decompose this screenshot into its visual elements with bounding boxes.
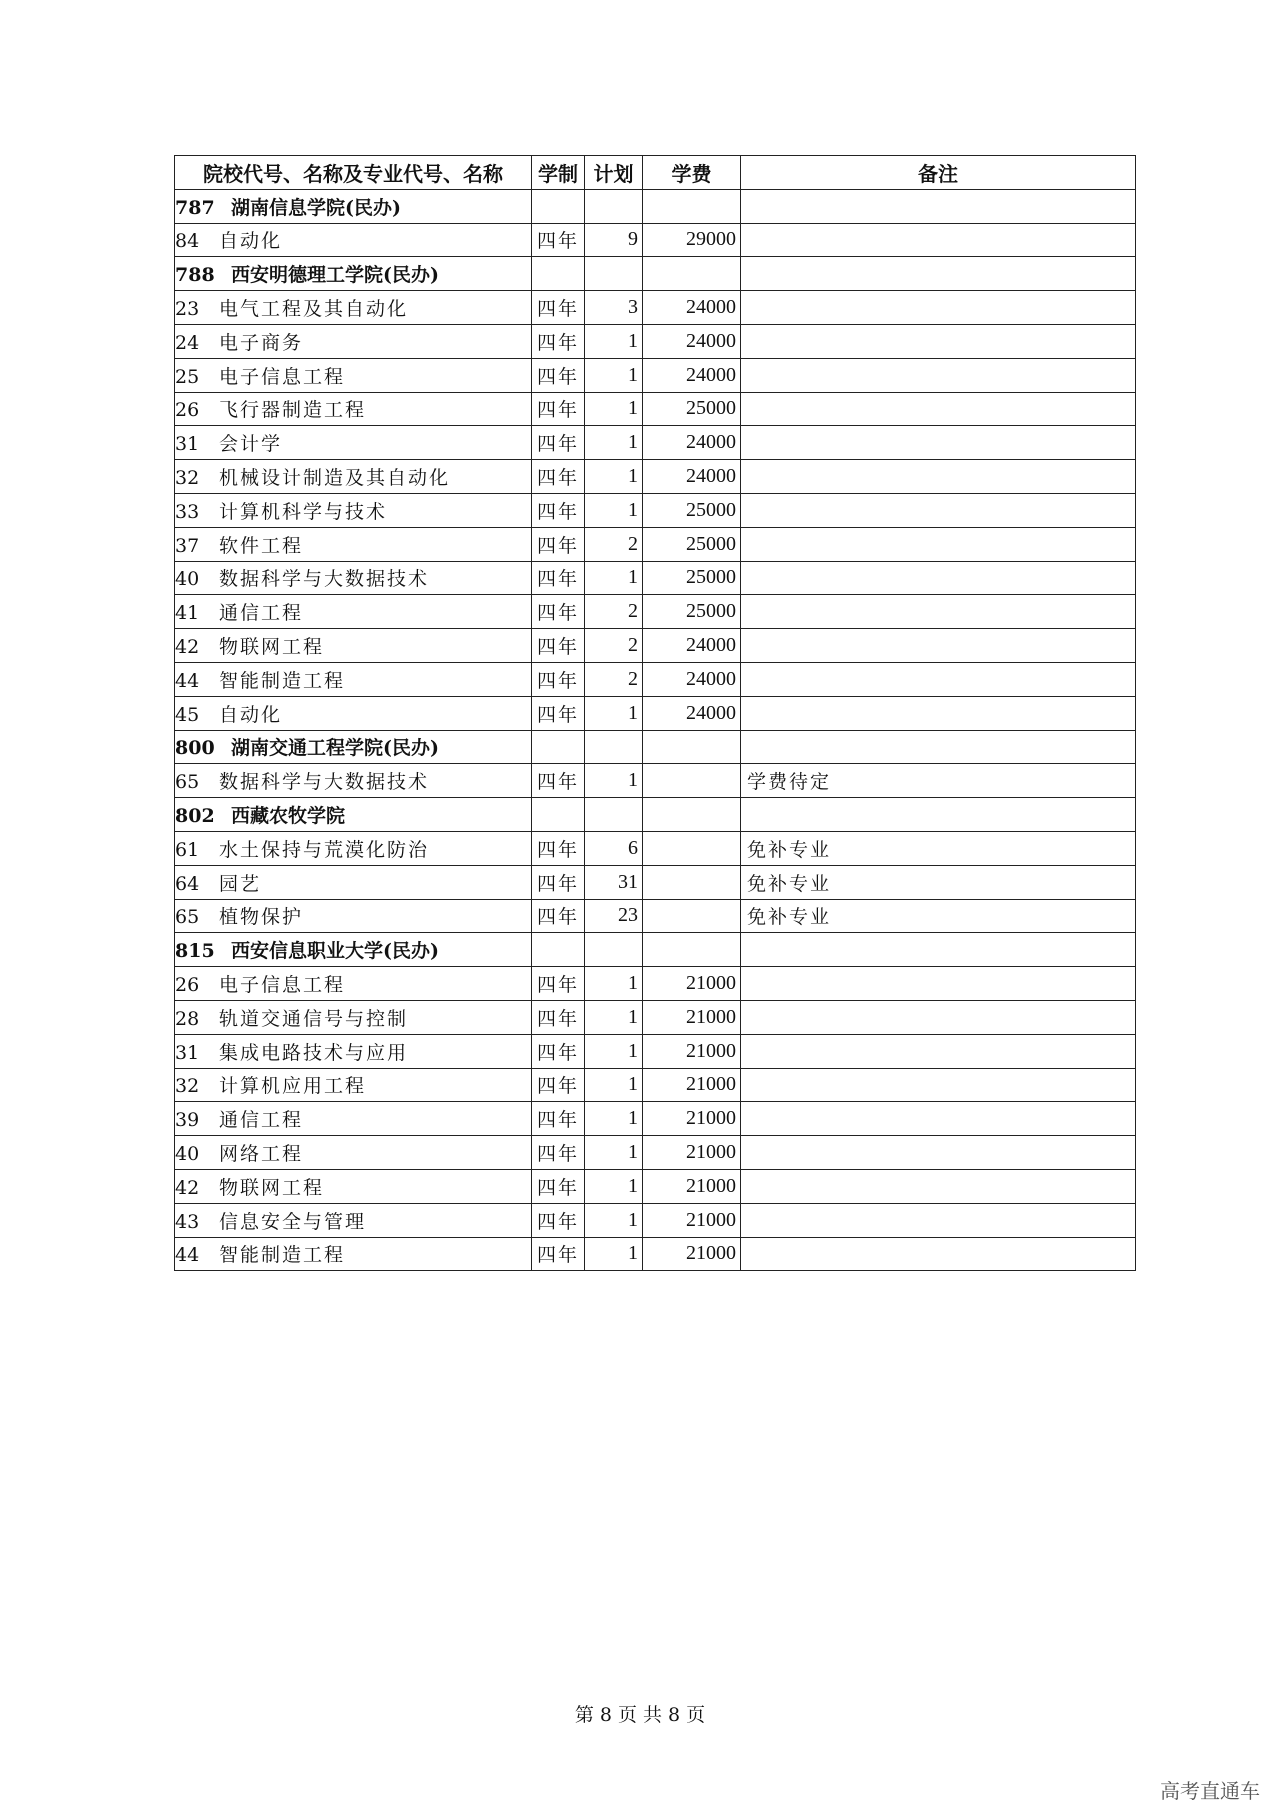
plan-cell [585,257,643,291]
note-cell [741,223,1136,257]
major-code: 31 [175,1041,200,1064]
plan-cell: 1 [585,1169,643,1203]
note-cell [741,629,1136,663]
fee-cell: 24000 [643,358,741,392]
plan-cell: 1 [585,1068,643,1102]
fee-cell: 25000 [643,493,741,527]
system-cell: 四年 [532,223,585,257]
major-name: 植物保护 [219,906,304,929]
major-code: 39 [175,1109,200,1132]
fee-cell: 21000 [643,1136,741,1170]
plan-cell: 2 [585,629,643,663]
major-row [175,899,1136,933]
major-cell [175,831,532,865]
major-row [175,1169,1136,1203]
major-name: 智能制造工程 [219,669,346,692]
note-cell [741,967,1136,1001]
major-name: 计算机应用工程 [219,1075,367,1098]
note-cell: 免补专业 [741,831,1136,865]
plan-cell: 1 [585,764,643,798]
major-code: 26 [175,399,200,422]
note-cell [741,358,1136,392]
note-cell [741,1203,1136,1237]
major-cell [175,1203,532,1237]
system-cell: 四年 [532,460,585,494]
system-cell [532,257,585,291]
major-cell [175,1000,532,1034]
enrollment-plan-table [174,155,1136,1271]
system-cell: 四年 [532,426,585,460]
major-row [175,1237,1136,1271]
system-cell: 四年 [532,629,585,663]
school-cell [175,798,532,832]
major-code: 65 [175,906,200,929]
fee-cell: 25000 [643,561,741,595]
major-cell [175,392,532,426]
system-cell [532,189,585,223]
header-school-major: 院校代号、名称及专业代号、名称 [175,156,532,190]
note-cell [741,662,1136,696]
major-name: 网络工程 [219,1143,304,1165]
major-cell [175,899,532,933]
major-cell [175,764,532,798]
system-cell: 四年 [532,493,585,527]
major-name: 数据科学与大数据技术 [219,771,430,794]
major-row [175,831,1136,865]
major-code: 37 [175,534,200,557]
plan-cell [585,798,643,832]
major-code: 24 [175,331,200,354]
note-cell [741,460,1136,494]
school-name: 西安明德理工学院(民办) [231,264,439,287]
major-cell [175,527,532,561]
major-code: 61 [175,838,200,861]
note-cell [741,291,1136,325]
fee-cell: 25000 [643,392,741,426]
plan-cell: 1 [585,324,643,358]
fee-cell [643,865,741,899]
note-cell: 免补专业 [741,899,1136,933]
major-cell [175,1068,532,1102]
plan-cell: 2 [585,527,643,561]
major-row [175,764,1136,798]
table-body [175,189,1136,1271]
major-code: 32 [175,1075,200,1098]
note-cell: 免补专业 [741,865,1136,899]
major-cell [175,662,532,696]
major-name: 轨道交通信号与控制 [219,1007,409,1030]
note-cell [741,1000,1136,1034]
plan-cell: 1 [585,1237,643,1271]
major-code: 40 [175,568,200,591]
system-cell: 四年 [532,1169,585,1203]
major-code: 32 [175,467,200,490]
system-cell [532,730,585,764]
fee-cell: 21000 [643,1169,741,1203]
major-row [175,392,1136,426]
major-code: 84 [175,230,200,253]
major-name: 信息安全与管理 [219,1210,367,1233]
school-row [175,933,1136,967]
fee-cell: 21000 [643,1102,741,1136]
major-row [175,595,1136,629]
major-row [175,662,1136,696]
fee-cell: 24000 [643,460,741,494]
note-cell [741,392,1136,426]
major-cell [175,291,532,325]
major-name: 计算机科学与技术 [219,500,388,523]
major-cell [175,1136,532,1170]
fee-cell: 24000 [643,291,741,325]
note-cell [741,798,1136,832]
plan-cell: 1 [585,561,643,595]
system-cell: 四年 [532,865,585,899]
school-cell [175,257,532,291]
major-code: 42 [175,1176,200,1199]
major-row [175,460,1136,494]
major-code: 44 [175,669,200,692]
fee-cell [643,798,741,832]
system-cell: 四年 [532,1203,585,1237]
plan-cell: 2 [585,595,643,629]
major-cell [175,696,532,730]
note-cell [741,1136,1136,1170]
system-cell: 四年 [532,595,585,629]
note-cell [741,1102,1136,1136]
fee-cell: 25000 [643,527,741,561]
system-cell: 四年 [532,1102,585,1136]
fee-cell: 24000 [643,324,741,358]
major-code: 65 [175,771,200,794]
major-name: 集成电路技术与应用 [219,1041,409,1064]
major-code: 26 [175,974,200,997]
major-row [175,629,1136,663]
watermark: 高考直通车 [1160,1779,1260,1803]
school-cell [175,933,532,967]
plan-cell: 3 [585,291,643,325]
plan-cell: 1 [585,1203,643,1237]
major-cell [175,1237,532,1271]
major-code: 28 [175,1007,200,1030]
note-cell [741,1034,1136,1068]
major-code: 33 [175,500,200,523]
major-name: 电子信息工程 [219,365,346,388]
school-code: 802 [175,805,215,828]
note-cell [741,595,1136,629]
major-name: 通信工程 [219,1109,304,1132]
fee-cell: 24000 [643,629,741,663]
major-code: 44 [175,1244,200,1267]
plan-cell [585,730,643,764]
major-row [175,967,1136,1001]
major-name: 通信工程 [219,602,304,625]
major-row [175,1203,1136,1237]
major-name: 软件工程 [219,534,304,557]
major-row [175,1136,1136,1170]
major-name: 电气工程及其自动化 [219,298,409,321]
major-name: 会计学 [219,433,283,456]
school-name: 湖南信息学院(民办) [231,196,401,219]
major-cell [175,324,532,358]
plan-cell [585,189,643,223]
fee-cell [643,933,741,967]
major-row [175,561,1136,595]
fee-cell [643,257,741,291]
system-cell: 四年 [532,1000,585,1034]
major-cell [175,1102,532,1136]
plan-cell: 1 [585,967,643,1001]
major-cell [175,426,532,460]
fee-cell [643,831,741,865]
major-name: 自动化 [219,230,283,253]
note-cell [741,493,1136,527]
major-row [175,1068,1136,1102]
school-code: 788 [175,264,215,287]
page-number: 第 8 页 共 8 页 [574,1704,706,1726]
system-cell: 四年 [532,1034,585,1068]
major-row [175,527,1136,561]
major-cell [175,460,532,494]
plan-cell: 1 [585,696,643,730]
fee-cell: 21000 [643,1034,741,1068]
header-fee: 学费 [643,156,741,190]
note-cell [741,561,1136,595]
note-cell [741,730,1136,764]
major-cell [175,865,532,899]
major-code: 45 [175,703,200,726]
school-row [175,257,1136,291]
plan-cell: 1 [585,1102,643,1136]
school-code: 787 [175,196,215,219]
major-code: 25 [175,365,200,388]
school-code: 800 [175,737,215,760]
fee-cell: 21000 [643,1203,741,1237]
plan-cell [585,933,643,967]
note-cell [741,257,1136,291]
major-code: 41 [175,602,200,625]
plan-cell: 1 [585,460,643,494]
major-name: 自动化 [219,703,283,726]
school-name: 湖南交通工程学院(民办) [231,737,439,760]
school-cell [175,189,532,223]
major-name: 水土保持与荒漠化防治 [219,838,430,861]
system-cell: 四年 [532,1068,585,1102]
header-note: 备注 [741,156,1136,190]
plan-cell: 1 [585,1034,643,1068]
note-cell [741,189,1136,223]
major-row [175,358,1136,392]
note-cell [741,1169,1136,1203]
fee-cell: 21000 [643,1000,741,1034]
major-row [175,1102,1136,1136]
system-cell: 四年 [532,696,585,730]
major-code: 42 [175,636,200,659]
note-cell [741,1237,1136,1271]
note-cell [741,324,1136,358]
system-cell: 四年 [532,324,585,358]
major-row [175,324,1136,358]
plan-cell: 1 [585,493,643,527]
major-name: 物联网工程 [219,1176,325,1199]
major-row [175,696,1136,730]
plan-cell: 6 [585,831,643,865]
header-plan: 计划 [585,156,643,190]
plan-cell: 1 [585,426,643,460]
major-row [175,1000,1136,1034]
plan-cell: 1 [585,358,643,392]
system-cell: 四年 [532,358,585,392]
system-cell: 四年 [532,291,585,325]
major-row [175,1034,1136,1068]
system-cell [532,798,585,832]
major-code: 43 [175,1210,200,1233]
major-code: 31 [175,433,200,456]
fee-cell: 24000 [643,696,741,730]
note-cell: 学费待定 [741,764,1136,798]
major-cell [175,223,532,257]
school-name: 西藏农牧学院 [231,805,346,828]
school-row [175,730,1136,764]
major-cell [175,493,532,527]
fee-cell: 21000 [643,967,741,1001]
header-system: 学制 [532,156,585,190]
fee-cell: 24000 [643,662,741,696]
fee-cell [643,764,741,798]
plan-cell: 1 [585,1000,643,1034]
system-cell: 四年 [532,764,585,798]
plan-cell: 1 [585,1136,643,1170]
fee-cell: 25000 [643,595,741,629]
major-name: 飞行器制造工程 [219,399,367,422]
major-row [175,291,1136,325]
major-cell [175,1034,532,1068]
note-cell [741,933,1136,967]
plan-cell: 9 [585,223,643,257]
major-cell [175,1169,532,1203]
plan-cell: 2 [585,662,643,696]
system-cell [532,933,585,967]
major-row [175,865,1136,899]
major-name: 机械设计制造及其自动化 [219,467,451,490]
major-row [175,426,1136,460]
note-cell [741,696,1136,730]
note-cell [741,527,1136,561]
major-cell [175,595,532,629]
system-cell: 四年 [532,561,585,595]
major-cell [175,561,532,595]
system-cell: 四年 [532,527,585,561]
school-name: 西安信息职业大学(民办) [231,940,439,963]
fee-cell: 21000 [643,1068,741,1102]
fee-cell [643,899,741,933]
major-name: 电子信息工程 [219,974,346,997]
note-cell [741,426,1136,460]
major-code: 64 [175,872,200,895]
fee-cell [643,730,741,764]
major-name: 物联网工程 [219,636,325,659]
school-code: 815 [175,940,215,963]
note-cell [741,1068,1136,1102]
major-row [175,493,1136,527]
school-row [175,189,1136,223]
fee-cell [643,189,741,223]
major-cell [175,629,532,663]
major-name: 电子商务 [219,331,304,354]
fee-cell: 21000 [643,1237,741,1271]
fee-cell: 24000 [643,426,741,460]
plan-cell: 31 [585,865,643,899]
table-header-row [175,156,1136,190]
system-cell: 四年 [532,899,585,933]
plan-cell: 23 [585,899,643,933]
system-cell: 四年 [532,967,585,1001]
major-name: 数据科学与大数据技术 [219,568,430,591]
system-cell: 四年 [532,662,585,696]
major-row [175,223,1136,257]
major-cell [175,967,532,1001]
system-cell: 四年 [532,392,585,426]
major-code: 23 [175,298,200,321]
major-name: 智能制造工程 [219,1244,346,1267]
system-cell: 四年 [532,1136,585,1170]
plan-cell: 1 [585,392,643,426]
system-cell: 四年 [532,1237,585,1271]
school-row [175,798,1136,832]
major-cell [175,358,532,392]
major-code: 40 [175,1143,200,1165]
school-cell [175,730,532,764]
system-cell: 四年 [532,831,585,865]
major-name: 园艺 [219,872,262,895]
fee-cell: 29000 [643,223,741,257]
